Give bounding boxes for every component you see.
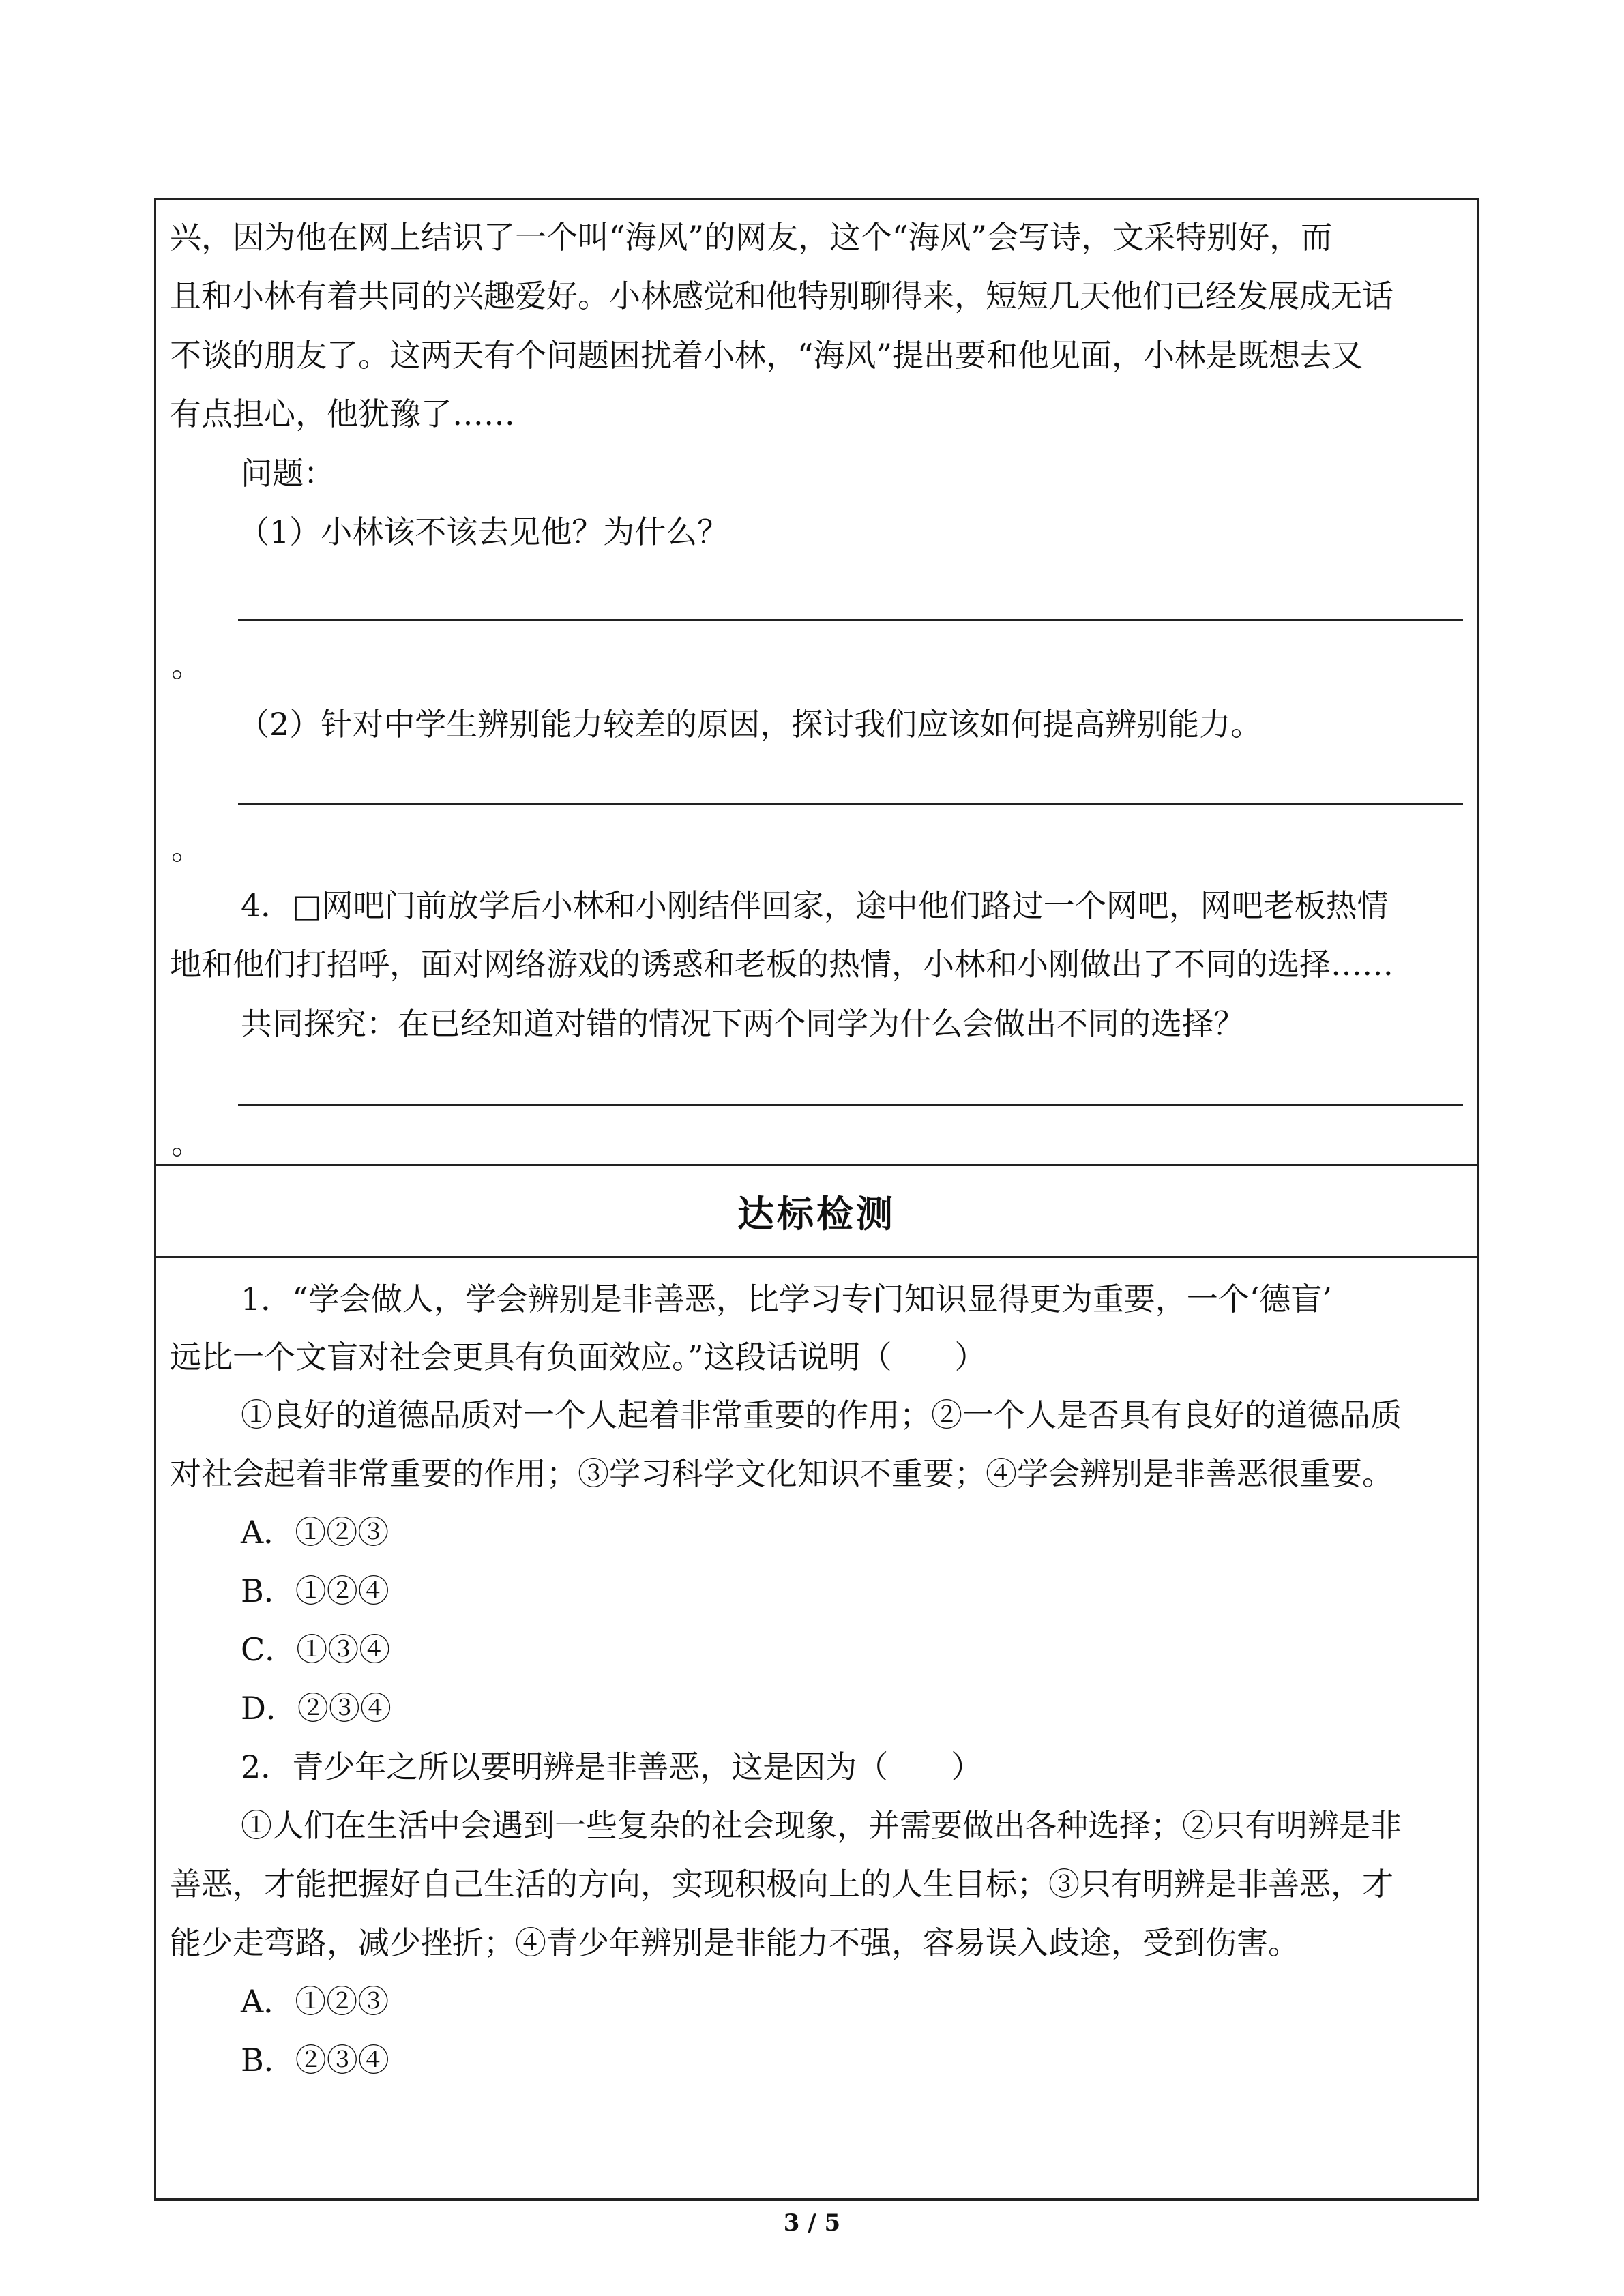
question-2-statement: 善恶，才能把握好自己生活的方向，实现积极向上的人生目标；③只有明辨是非善恶，才 — [170, 1866, 1393, 1903]
section-title: 达标检测 — [737, 1191, 896, 1236]
question-label: 问题： — [241, 455, 335, 492]
end-mark: 。 — [171, 830, 203, 867]
end-mark: 。 — [171, 1124, 203, 1161]
worksheet-table — [154, 198, 1479, 2201]
question-2-statement: 能少走弯路，减少挫折；④青少年辨别是非能力不强，容易误入歧途，受到伤害。 — [170, 1924, 1299, 1961]
story-line: 不谈的朋友了。这两天有个问题困扰着小林，“海风”提出要和他见面，小林是既想去又 — [170, 337, 1363, 374]
section-heading — [156, 1166, 1477, 1258]
item-4-line: 4．□网吧门前放学后小林和小刚结伴回家，途中他们路过一个网吧，网吧老板热情 — [241, 887, 1389, 924]
explore-question: 共同探究：在已经知道对错的情况下两个同学为什么会做出不同的选择？ — [241, 1005, 1245, 1042]
option-a[interactable]: A．①②③ — [241, 1514, 389, 1551]
question-1-text: 远比一个文盲对社会更具有负面效应。”这段话说明（ ） — [170, 1339, 986, 1375]
answer-line[interactable] — [238, 803, 1463, 805]
question-1-statement: 对社会起着非常重要的作用；③学习科学文化知识不重要；④学会辨别是非善恶很重要。 — [170, 1455, 1393, 1492]
page-number: 3 / 5 — [783, 2209, 841, 2237]
option-c[interactable]: C．①③④ — [241, 1631, 391, 1668]
answer-line[interactable] — [238, 619, 1463, 621]
question-1-text: 1．“学会做人，学会辨别是非善恶，比学习专门知识显得更为重要，一个‘德盲’ — [241, 1281, 1333, 1317]
answer-line[interactable] — [238, 1104, 1463, 1106]
question-1: （1）小林该不该去见他？为什么？ — [238, 513, 729, 550]
option-a[interactable]: A．①②③ — [241, 1983, 389, 2020]
question-2: （2）针对中学生辨别能力较差的原因，探讨我们应该如何提高辨别能力。 — [238, 706, 1263, 743]
story-line: 有点担心，他犹豫了…… — [170, 396, 515, 432]
question-2-text: 2．青少年之所以要明辨是非善恶，这是因为（ ） — [241, 1748, 983, 1785]
end-mark: 。 — [171, 647, 203, 684]
story-section — [156, 200, 1477, 1166]
option-b[interactable]: B．①②④ — [241, 1572, 389, 1609]
question-1-statement: ①良好的道德品质对一个人起着非常重要的作用；②一个人是否具有良好的道德品质 — [241, 1397, 1402, 1433]
story-line: 且和小林有着共同的兴趣爱好。小林感觉和他特别聊得来，短短几天他们已经发展成无话 — [170, 278, 1393, 314]
option-d[interactable]: D．②③④ — [241, 1690, 392, 1727]
option-b[interactable]: B．②③④ — [241, 2042, 389, 2078]
item-4-line: 地和他们打招呼，面对网络游戏的诱惑和老板的热情，小林和小刚做出了不同的选择…… — [170, 946, 1393, 983]
story-line: 兴，因为他在网上结识了一个叫“海风”的网友，这个“海风”会写诗，文采特别好，而 — [170, 219, 1333, 256]
question-2-statement: ①人们在生活中会遇到一些复杂的社会现象，并需要做出各种选择；②只有明辨是非 — [241, 1807, 1402, 1844]
